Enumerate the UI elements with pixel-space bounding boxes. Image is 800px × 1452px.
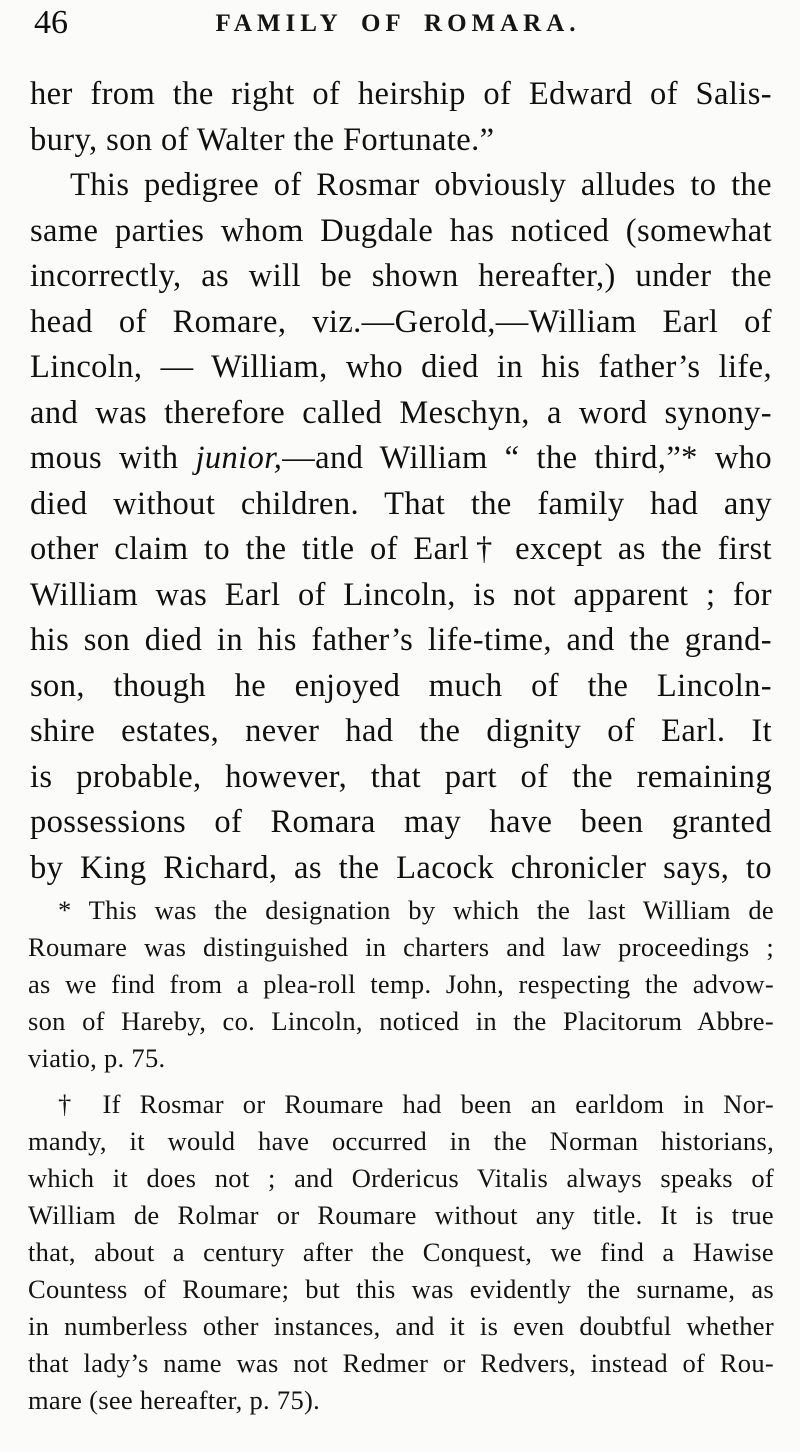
text-line: shire estates, never had the dignity of Earl. It <box>30 713 772 749</box>
text-line: his son died in his father’s life-time, and the grand- <box>30 622 772 658</box>
text-line: and was therefore called Meschyn, a word synony- <box>30 394 772 431</box>
text-line: her from the right of heirship of Edward of Salis- <box>30 76 772 112</box>
footnote-line: Roumare was distinguished in charters and law proceedings ; <box>28 932 774 962</box>
running-header: FAMILY OF ROMARA. <box>215 10 581 37</box>
footnote-line: as we find from a plea-roll temp. John, respecting the advow- <box>28 969 774 999</box>
text-line: son, though he enjoyed much of the Lincoln- <box>30 667 772 704</box>
text-line: died without children. That the family had any <box>30 485 772 522</box>
text-line: same parties whom Dugdale has noticed (somewhat <box>30 212 772 249</box>
footnote-line: viatio, p. 75. <box>28 1043 166 1073</box>
text-line: incorrectly, as will be shown hereafter,) under the <box>30 258 772 294</box>
text-line: This pedigree of Rosmar obviously alludes to the <box>70 167 772 203</box>
text-line: Lincoln, — William, who died in his father’s life, <box>30 349 772 385</box>
footnote-line: in numberless other instances, and it is even doubtful whether <box>28 1311 774 1341</box>
text-line: is probable, however, that part of the remaining <box>30 758 772 795</box>
footnote-line: mare (see hereafter, p. 75). <box>28 1385 321 1415</box>
footnote-line: that lady’s name was not Redmer or Redvers, instead of Rou- <box>28 1348 774 1378</box>
text-line: head of Romare, viz.—Gerold,—William Earl of <box>30 303 772 340</box>
footnotes-block <box>28 892 774 1419</box>
text-segment: —and William “ the third,”* who <box>282 440 772 476</box>
footnote-asterisk <box>28 892 774 1077</box>
footnote-dagger <box>28 1086 774 1419</box>
text-line: possessions of Romara may have been granted <box>30 804 772 840</box>
footnote-line: which it does not ; and Ordericus Vitalis always speaks of <box>28 1163 774 1193</box>
footnote-line: son of Hareby, co. Lincoln, noticed in the Placitorum Abbre- <box>28 1006 774 1036</box>
text-line-with-italic <box>30 436 772 482</box>
footnote-line: Countess of Roumare; but this was evidently the surname, as <box>28 1274 774 1304</box>
text-line: bury, son of Walter the Fortunate.” <box>30 121 495 158</box>
footnote-line: † If Rosmar or Roumare had been an earldom in Nor- <box>58 1089 774 1119</box>
footnote-line: that, about a century after the Conquest, we find a Hawise <box>28 1237 774 1267</box>
text-segment: mous with <box>30 440 196 476</box>
page-number: 46 <box>34 4 68 41</box>
italic-word: junior, <box>195 440 283 476</box>
page-header <box>30 4 766 44</box>
text-line: William was Earl of Lincoln, is not apparent ; for <box>30 576 772 613</box>
footnote-line: * This was the designation by which the last William de <box>58 895 774 925</box>
footnote-line: mandy, it would have occurred in the Norman historians, <box>28 1126 774 1156</box>
text-line: other claim to the title of Earl† except as the first <box>30 531 772 567</box>
footnote-line: William de Rolmar or Roumare without any title. It is true <box>28 1200 774 1230</box>
text-line: by King Richard, as the Lacock chronicler says, to <box>30 849 772 886</box>
main-text-block <box>30 72 772 891</box>
